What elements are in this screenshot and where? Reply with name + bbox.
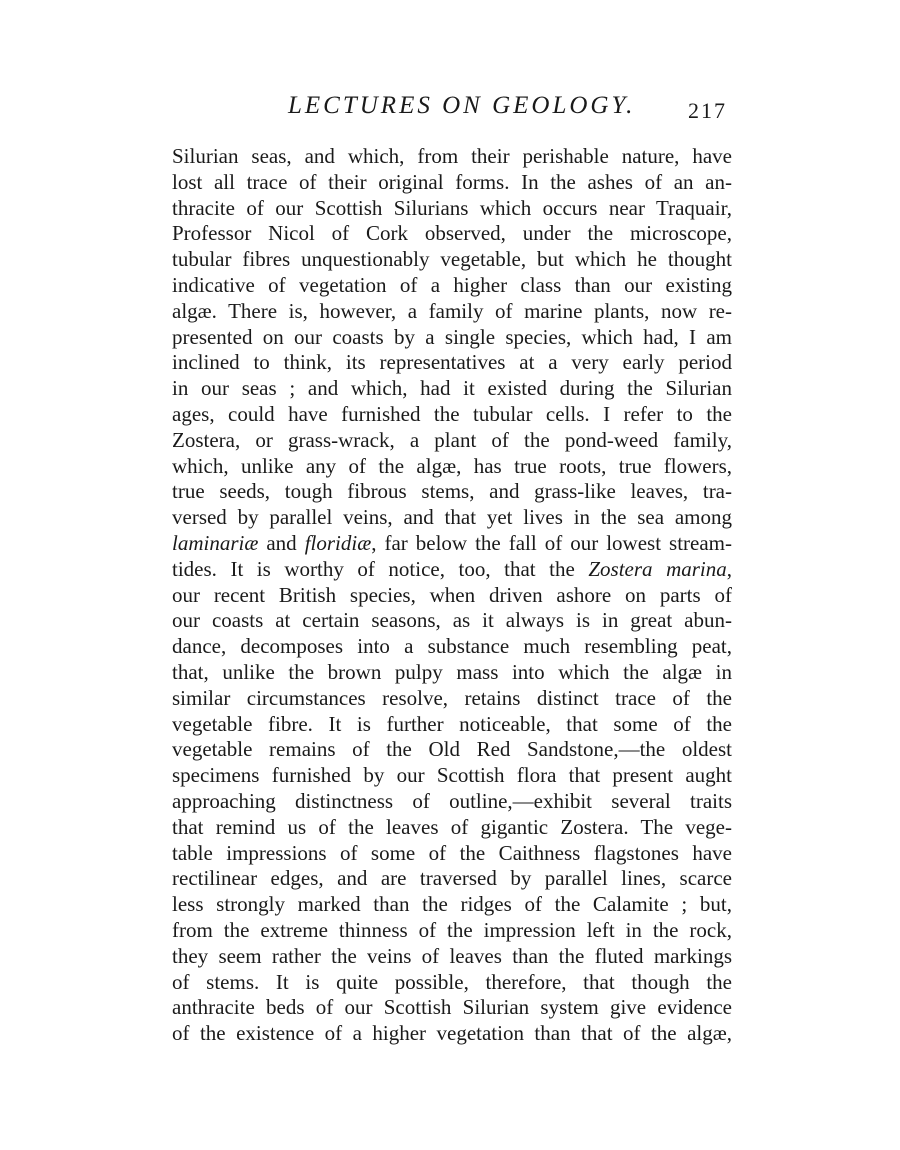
text-run: inclined to think, its representatives at a very early period	[172, 350, 732, 375]
text-line	[172, 995, 732, 1021]
text-run: approaching distinctness of outline,—exhibit several traits	[172, 788, 732, 813]
text-run: similar circumstances resolve, retains distinct trace of the	[172, 685, 732, 710]
text-line	[172, 428, 732, 454]
text-line	[172, 892, 732, 918]
text-line	[172, 686, 732, 712]
text-run: anthracite beds of our Scottish Silurian system give evidence	[172, 995, 732, 1020]
text-run: ages, could have furnished the tubular cells. I refer to the	[172, 401, 732, 426]
text-run: Professor Nicol of Cork observed, under the microscope,	[172, 221, 732, 246]
text-line	[172, 170, 732, 196]
text-run: Silurian seas, and which, from their perishable nature, have	[172, 144, 732, 168]
text-line	[172, 608, 732, 634]
text-line	[172, 970, 732, 996]
text-run: of the existence of a higher vegetation than that of the algæ,	[172, 1021, 732, 1046]
text-run: tides. It is worthy of notice, too, that the	[172, 556, 589, 581]
text-run: less strongly marked than the ridges of the Calamite ; but,	[172, 892, 732, 917]
text-line	[172, 299, 732, 325]
italic-run: floridiæ	[304, 530, 372, 555]
text-line	[172, 144, 732, 170]
text-run: tubular fibres unquestionably vegetable, but which he thought	[172, 247, 732, 272]
text-line	[172, 196, 732, 222]
text-run: thracite of our Scottish Silurians which occurs near Traquair,	[172, 195, 732, 220]
text-line	[172, 531, 732, 557]
text-line	[172, 505, 732, 531]
italic-run: Zostera marina	[588, 556, 727, 581]
text-line	[172, 660, 732, 686]
text-line	[172, 350, 732, 376]
text-run: algæ. There is, however, a family of marine plants, now re-	[172, 298, 732, 323]
text-line	[172, 634, 732, 660]
text-run: specimens furnished by our Scottish flora that present aught	[172, 763, 732, 788]
text-line	[172, 402, 732, 428]
text-line	[172, 273, 732, 299]
page-number: 217	[688, 98, 727, 123]
text-run: and	[258, 530, 305, 555]
text-run: vegetable remains of the Old Red Sandstone,—the oldest	[172, 737, 732, 762]
text-run: table impressions of some of the Caithness flagstones have	[172, 840, 732, 865]
text-run: they seem rather the veins of leaves than the fluted markings	[172, 943, 732, 968]
text-line	[172, 918, 732, 944]
text-line	[172, 763, 732, 789]
text-line	[172, 376, 732, 402]
text-line	[172, 841, 732, 867]
text-run: lost all trace of their original forms. In the ashes of an an-	[172, 169, 732, 194]
text-line	[172, 866, 732, 892]
text-run: ,	[726, 556, 732, 581]
text-line	[172, 221, 732, 247]
text-line	[172, 789, 732, 815]
text-run: indicative of vegetation of a higher class than our existing	[172, 272, 732, 297]
running-title: LECTURES ON GEOLOGY.	[288, 92, 636, 119]
text-line	[172, 712, 732, 738]
text-run: in our seas ; and which, had it existed during the Silurian	[172, 376, 732, 401]
text-run: vegetable fibre. It is further noticeable, that some of the	[172, 711, 732, 736]
text-line	[172, 583, 732, 609]
text-line	[172, 944, 732, 970]
text-run: of stems. It is quite possible, therefore, that though the	[172, 969, 732, 994]
text-run: presented on our coasts by a single species, which had, I am	[172, 324, 732, 349]
text-run: Zostera, or grass-wrack, a plant of the pond-weed family,	[172, 427, 732, 452]
text-line	[172, 737, 732, 763]
text-run: that remind us of the leaves of gigantic Zostera. The vege-	[172, 814, 732, 839]
text-line	[172, 325, 732, 351]
text-line	[172, 454, 732, 480]
text-line	[172, 479, 732, 505]
text-run: rectilinear edges, and are traversed by parallel lines, scarce	[172, 866, 732, 891]
text-run: versed by parallel veins, and that yet lives in the sea among	[172, 505, 732, 530]
text-line	[172, 247, 732, 273]
body-text	[172, 144, 732, 1047]
italic-run: laminariæ	[172, 530, 259, 555]
text-line	[172, 1021, 732, 1047]
text-run: that, unlike the brown pulpy mass into which the algæ in	[172, 659, 732, 684]
text-line	[172, 557, 732, 583]
text-run: our coasts at certain seasons, as it always is in great abun-	[172, 608, 732, 633]
text-line	[172, 815, 732, 841]
text-run: from the extreme thinness of the impression left in the rock,	[172, 917, 732, 942]
text-run: our recent British species, when driven ashore on parts of	[172, 582, 732, 607]
text-run: which, unlike any of the algæ, has true roots, true flowers,	[172, 453, 732, 478]
text-run: true seeds, tough fibrous stems, and grass-like leaves, tra-	[172, 479, 732, 504]
text-run: , far below the fall of our lowest stream-	[371, 530, 732, 555]
text-run: dance, decomposes into a substance much resembling peat,	[172, 634, 732, 659]
